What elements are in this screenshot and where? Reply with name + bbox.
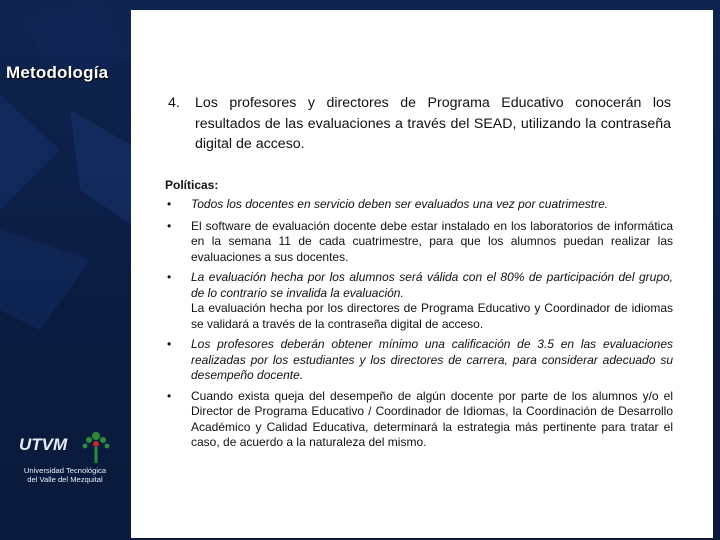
policy-item bbox=[165, 197, 673, 213]
policies-list bbox=[165, 197, 673, 451]
logo-name-line1: Universidad Tecnológica bbox=[23, 466, 107, 475]
policy-text: Todos los docentes en servicio deben ser evaluados una vez por cuatrimestre. bbox=[191, 197, 609, 211]
utvm-logo bbox=[16, 426, 116, 466]
policy-item bbox=[165, 219, 673, 266]
policy-text: La evaluación hecha por los alumnos será válida con el 80% de participación del grupo, de lo contrario se invalida la evaluación. bbox=[191, 270, 673, 300]
intro-paragraph bbox=[168, 93, 671, 155]
intro-number: 4. bbox=[168, 95, 180, 111]
policy-item-continued bbox=[165, 301, 673, 332]
policy-text: La evaluación hecha por los directores de Programa Educativo y Coordinador de idiomas se validará a través de la contraseña digital de acceso. bbox=[191, 301, 673, 331]
policy-item bbox=[165, 337, 673, 384]
logo-abbr: UTVM bbox=[19, 435, 68, 454]
policy-text: El software de evaluación docente debe estar instalado en los laboratorios de informática en la semana 11 de cada cuatrimestre, para que los alumnos puedan realizar las evaluaciones a sus docentes. bbox=[191, 218, 673, 264]
bullet-symbol: • bbox=[167, 388, 172, 403]
logo-name-line2: del Valle del Mezquital bbox=[27, 475, 103, 484]
logo-university-name bbox=[10, 466, 120, 484]
policy-item bbox=[165, 389, 673, 451]
bullet-symbol: • bbox=[167, 218, 172, 233]
policies-heading: Políticas: bbox=[165, 178, 219, 192]
policy-text: Los profesores deberán obtener mínimo una calificación de 3.5 en las evaluaciones realizadas por los estudiantes y los directores de carrera, para considerar adecuado su desempeño docente. bbox=[191, 337, 673, 382]
policy-text: Cuando exista queja del desempeño de algún docente por parte de los alumnos y/o el Director de Programa Educativo / Coordinador de Idiomas, la Coordinación de Desarrollo Académico y Calidad Educativa, determinará la estrategia más pertinente para tratar el caso, de acuerdo a la naturaleza del mismo. bbox=[191, 388, 673, 449]
intro-text: Los profesores y directores de Programa Educativo conocerán los resultados de las evaluaciones a través del SEAD, utilizando la contraseña digital de acceso. bbox=[195, 95, 671, 152]
policy-item bbox=[165, 270, 673, 301]
bullet-symbol: • bbox=[167, 270, 172, 284]
content-panel bbox=[131, 10, 713, 538]
bullet-symbol: • bbox=[167, 337, 172, 351]
bullet-symbol: • bbox=[167, 197, 172, 211]
page-title: Metodología bbox=[6, 63, 109, 82]
